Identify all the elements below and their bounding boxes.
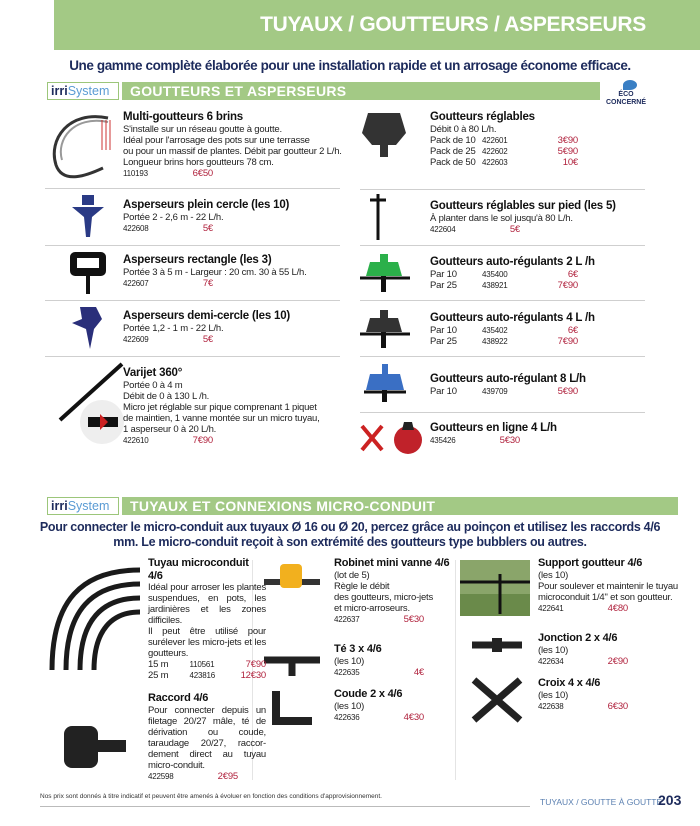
pack-label: Par 10 [430,325,457,336]
product-ref: 422604 [430,225,456,234]
product-price: 6€50 [192,168,213,179]
divider [45,188,340,189]
product-description: Il peut être utilisé pour surélever les micro-jets et les goutteurs. [148,626,266,659]
irrisystem-logo [47,497,119,515]
goutteur-sur-pied-image [368,192,388,240]
product-description: Débit de 0 à 130 L /h. [123,391,210,402]
product-name: Goutteurs réglables sur pied (les 5) [430,200,616,212]
divider [360,300,645,301]
product-item [334,557,452,625]
product-ref: 435400 [482,270,508,279]
product-ref: 422634 [538,656,564,666]
price-row [430,336,650,347]
product-description: Idéal pour arroser les plantes suspendues, en pots, les jardinières et les zones difficiles. [148,582,266,626]
product-price: 5€ [202,223,213,234]
product-description: (les 10) [538,644,569,656]
product-description: (les 10) [334,655,365,667]
varijet-image [52,362,132,447]
product-ref: 110193 [123,169,148,178]
footer-line [40,806,530,807]
product-description: Idéal pour l'arrosage des pots sur une terrasse [123,135,310,146]
price-disclaimer: Nos prix sont donnés à titre indicatif et peuvent être amenés à évoluer en fonction des conditions d'approvisionnement. [40,793,382,800]
jonction-image [470,630,524,660]
product-ref: 423816 [189,671,215,680]
product-name: Goutteurs auto-régulants 4 L /h [430,312,595,324]
price-row [430,280,650,291]
divider [360,245,645,246]
product-item [123,366,353,446]
price-row [334,667,452,678]
price-row [430,224,650,235]
price-row [334,614,452,625]
product-description: Portée 3 à 5 m - Largeur : 20 cm. 30 à 55 L/h. [123,267,307,278]
price-row [123,334,343,345]
product-price: 5€ [509,224,520,235]
product-price: 7€ [202,278,213,289]
product-name: Jonction 2 x 4/6 [538,632,618,644]
goutteur-2l-image [360,252,410,294]
pack-label: Par 10 [430,269,457,280]
product-item [334,643,452,678]
product-item [538,557,678,614]
product-description: et micro-arroseurs. [334,602,410,614]
product-item [430,311,650,347]
product-ref: 422601 [482,136,508,145]
product-ref: 438921 [482,281,508,290]
product-ref: 422608 [123,224,149,233]
product-price: 6€ [567,325,578,336]
product-item [334,688,452,723]
irrisystem-logo [47,82,119,100]
product-ref: 422637 [334,614,360,624]
asperseur-rectangle-image [68,250,108,295]
product-name: Goutteurs en ligne 4 L/h [430,422,557,434]
price-row [123,278,343,289]
logo-text-a: irri [51,499,68,513]
price-row [334,712,452,723]
footer-section: TUYAUX / GOUTTE À GOUTTE [540,797,663,807]
divider [360,189,645,190]
water-drop-icon [623,80,637,90]
product-price: 12€30 [240,670,266,681]
goutteur-reglable-image [360,108,408,158]
product-item [430,255,650,291]
product-description: À planter dans le sol jusqu'à 80 L/h. [430,213,573,224]
product-price: 5€ [202,334,213,345]
product-ref: 439709 [482,387,508,396]
price-row [430,386,650,397]
section-intro: Pour connecter le micro-conduit aux tuyaux Ø 16 ou Ø 20, percez grâce au poinçon et utilisez les raccords 4/6 mm. Le micro-conduit reçoit à son extrémité des goutteurs type bubblers ou autres. [39,520,661,549]
product-price: 7€90 [557,336,578,347]
coude-image [270,685,320,731]
product-price: 7€90 [245,659,266,670]
product-price: 6€ [567,269,578,280]
price-row [123,435,353,446]
price-row [538,603,678,614]
goutteur-8l-image [362,362,408,404]
eco-l2: CONCERNÉ [605,99,647,106]
product-price: 7€90 [192,435,213,446]
page-number: 203 [658,792,682,808]
product-description: des goutteurs, micro-jets [334,591,434,603]
product-description: Portée 2 - 2,6 m - 22 L/h. [123,212,224,223]
product-name: Asperseurs demi-cercle (les 10) [123,310,291,322]
product-ref: 435426 [430,436,456,445]
price-row [430,146,650,157]
product-item [430,199,650,235]
price-row [123,168,353,179]
price-row [148,670,266,681]
product-name: Coude 2 x 4/6 [334,688,403,700]
product-price: 10€ [562,157,578,168]
product-name: Asperseurs rectangle (les 3) [123,254,272,266]
header-band [54,0,700,50]
product-description: Micro jet réglable sur pique comprenant 1 piquet [123,402,317,413]
goutteur-4l-image [360,308,410,350]
product-description: ou pour un massif de plantes. Débit par goutteur 2 L/h. [123,146,342,157]
product-item [430,421,650,446]
logo-text-b: System [67,84,110,98]
eco-concerne-badge [605,80,647,107]
product-price: 4€80 [607,602,628,614]
pack-label: 25 m [148,670,169,681]
product-price: 4€ [413,666,424,678]
product-price: 2€95 [217,770,238,782]
price-row [430,157,650,168]
product-ref: 422610 [123,436,149,445]
product-item [148,557,266,681]
divider [45,356,340,357]
product-name: Tuyau microconduit 4/6 [148,557,249,582]
section-title-tuyaux: TUYAUX ET CONNEXIONS MICRO-CONDUIT [122,497,678,515]
product-description: Règle le débit [334,580,390,592]
divider [45,245,340,246]
product-name: Robinet mini vanne 4/6 [334,557,450,569]
te-image [262,640,322,676]
eco-l1: ÉCO [618,91,634,98]
raccord-image [60,722,130,772]
pack-label: Pack de 25 [430,146,476,157]
price-row [148,771,266,782]
product-description: Longueur brins hors goutteurs 78 cm. [123,157,274,168]
price-row [430,435,650,446]
product-description: S'installe sur un réseau goutte à goutte. [123,124,282,135]
divider [45,300,340,301]
product-name: Goutteurs auto-régulant 8 L/h [430,373,586,385]
product-ref: 422602 [482,147,508,156]
pack-label: Par 25 [430,280,457,291]
product-price: 2€90 [607,655,628,667]
logo-text-a: irri [51,84,68,98]
product-name: Goutteurs auto-régulants 2 L /h [430,256,595,268]
product-name: Raccord 4/6 [148,692,209,704]
pack-label: Pack de 50 [430,157,476,168]
product-item [123,198,343,234]
product-description: (les 10) [538,689,569,701]
page-title: TUYAUX / GOUTTEURS / ASPERSEURS [260,13,646,36]
product-item [538,632,678,667]
product-ref: 422607 [123,279,149,288]
product-price: 4€30 [403,711,424,723]
product-name: Support goutteur 4/6 [538,557,643,569]
product-description: Débit 0 à 80 L/h. [430,124,497,135]
price-row [123,223,343,234]
product-ref: 422638 [538,701,564,711]
price-row [430,269,650,280]
product-description: Pour connecter depuis un filetage 20/27 mâle, té de dérivation ou coude, taraudage 20/27, raccor-dement direct au tuyau micro-conduit. [148,704,266,771]
product-description: de maintien, 1 vanne montée sur un micro tuyau, [123,413,320,424]
goutteur-en-ligne-image [360,420,424,456]
logo-text-b: System [67,499,110,513]
product-description: 1 asperseur 0 à 20 L/h. [123,424,217,435]
tagline: Une gamme complète élaborée pour une installation rapide et un arrosage économe efficace. [69,58,631,73]
pack-label: Pack de 10 [430,135,476,146]
product-price: 3€90 [557,135,578,146]
support-goutteur-image [460,560,530,616]
product-description: Portée 1,2 - 1 m - 22 L/h. [123,323,224,334]
croix-image [470,676,524,724]
product-ref: 422641 [538,603,564,613]
product-name: Varijet 360° [123,367,183,379]
divider [360,412,645,413]
product-ref: 422635 [334,667,360,677]
product-name: Croix 4 x 4/6 [538,677,601,689]
product-name: Goutteurs réglables [430,111,535,123]
product-description: (lot de 5) [334,569,370,581]
product-price: 5€30 [403,613,424,625]
product-price: 7€90 [557,280,578,291]
product-ref: 422603 [482,158,508,167]
product-ref: 110561 [189,660,215,669]
product-name: Asperseurs plein cercle (les 10) [123,199,290,211]
product-item [123,309,343,345]
product-name: Té 3 x 4/6 [334,643,382,655]
price-row [538,701,678,712]
multi-goutteurs-image [48,110,118,185]
product-price: 5€90 [557,386,578,397]
product-item [123,110,353,179]
section-title-goutteurs: GOUTTEURS ET ASPERSEURS [122,82,600,100]
product-price: 5€90 [557,146,578,157]
divider [360,356,645,357]
product-price: 6€30 [607,700,628,712]
product-item [123,253,343,289]
product-description: (les 10) [538,569,569,581]
price-row [430,135,650,146]
price-row [538,656,678,667]
column-divider [455,560,456,780]
product-ref: 422609 [123,335,149,344]
product-item [538,677,678,712]
product-ref: 422636 [334,712,360,722]
product-description: Portée 0 à 4 m [123,380,183,391]
product-name: Multi-goutteurs 6 brins [123,111,243,123]
product-price: 5€30 [499,435,520,446]
pack-label: Par 25 [430,336,457,347]
product-item [430,372,650,397]
robinet-image [262,560,322,600]
price-row [148,659,266,670]
tuyau-microconduit-image [42,560,140,680]
product-ref: 435402 [482,326,508,335]
asperseur-demi-cercle-image [70,305,106,351]
pack-label: Par 10 [430,386,457,397]
product-ref: 438922 [482,337,508,346]
product-description: Pour soulever et maintenir le tuyau microconduit 1/4" et son goutteur. [538,580,678,603]
pack-label: 15 m [148,659,169,670]
price-row [430,325,650,336]
product-description: (les 10) [334,700,365,712]
asperseur-plein-cercle-image [70,193,106,239]
product-item [430,110,650,168]
product-ref: 422598 [148,771,174,781]
product-item [148,692,266,782]
